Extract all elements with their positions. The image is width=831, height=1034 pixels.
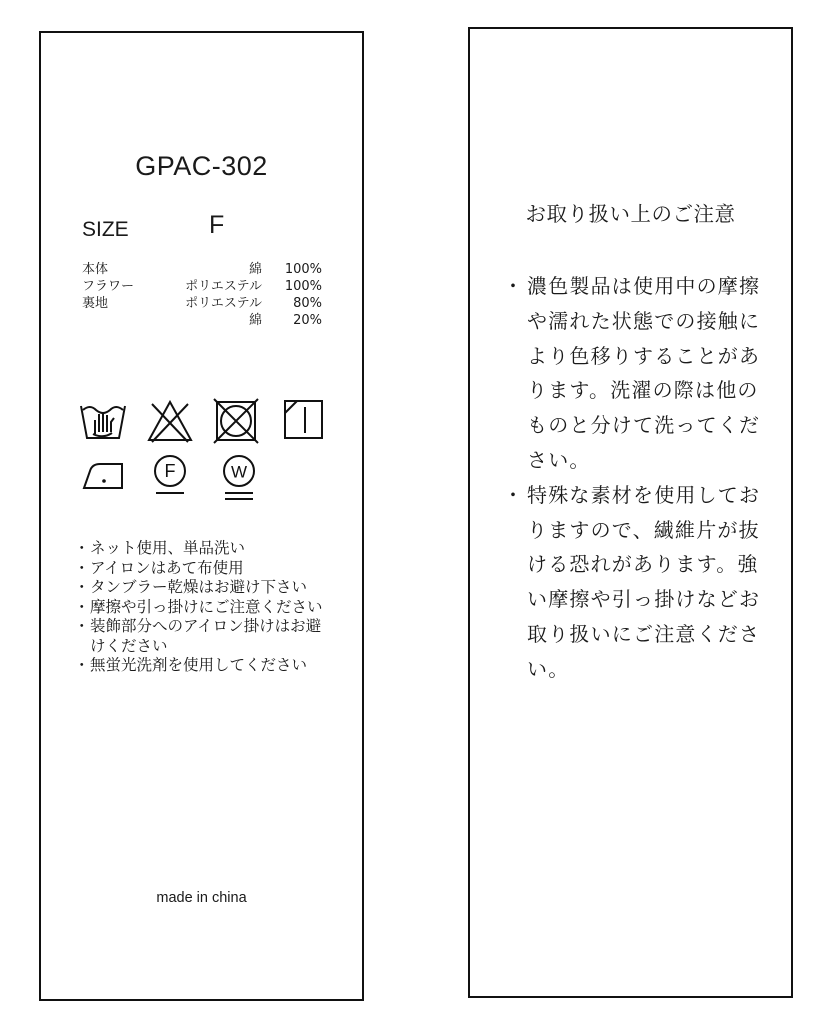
model-number: GPAC-302 (135, 151, 268, 181)
composition-material: ポリエステル (185, 296, 262, 311)
no-bleach-icon (146, 398, 194, 444)
composition-percent: 100% (284, 279, 322, 294)
care-label-right (468, 27, 793, 998)
care-note: ・ アイロンはあて布使用 (78, 559, 328, 579)
composition-row (82, 278, 322, 295)
composition-row (82, 261, 322, 278)
care-note: ・ ネット使用、単品洗い (78, 539, 328, 559)
composition-table (82, 261, 322, 329)
wet-clean-w-icon (220, 454, 258, 504)
composition-row (82, 295, 322, 312)
wet-clean-letter: W (230, 462, 248, 482)
iron-low-icon (82, 458, 126, 492)
composition-percent: 100% (284, 262, 322, 277)
hand-wash-icon (78, 398, 128, 444)
care-note: ・ タンブラー乾燥はお避け下さい (78, 578, 328, 598)
composition-material: 綿 (248, 313, 262, 328)
composition-row (82, 312, 322, 329)
composition-part: フラワー (82, 279, 135, 294)
handling-caution-title: お取り扱い上のご注意 (525, 202, 736, 226)
care-label-left (39, 31, 364, 1001)
dry-clean-f-icon (151, 454, 189, 498)
handling-caution-list (505, 269, 763, 687)
composition-part: 本体 (82, 262, 109, 277)
caution-item: ・ 濃色製品は使用中の摩擦や濡れた状態での接触により色移りすることがあります。洗濯の際は他のものと分けて洗ってください。 (505, 269, 763, 478)
care-note: ・ 無蛍光洗剤を使用してください (78, 656, 328, 676)
dry-clean-letter: F (164, 461, 176, 481)
size-value: F (209, 211, 225, 239)
composition-material: ポリエステル (185, 279, 262, 294)
care-note: ・ 摩擦や引っ掛けにご注意ください (78, 598, 328, 618)
care-notes-list (78, 539, 328, 676)
country-of-origin: made in china (156, 890, 247, 906)
care-symbols (78, 398, 328, 508)
size-label: SIZE (82, 218, 129, 241)
composition-part: 裏地 (82, 296, 109, 311)
composition-material: 綿 (248, 262, 262, 277)
dry-flat-icon (283, 399, 325, 441)
no-tumble-dry-icon (212, 398, 260, 444)
composition-percent: 80% (293, 296, 322, 311)
caution-item: ・ 特殊な素材を使用しておりますので、繊維片が抜ける恐れがあります。強い摩擦や引っ掛けなどお取り扱いにご注意ください。 (505, 478, 763, 687)
composition-percent: 20% (293, 313, 322, 328)
care-note: ・ 装飾部分へのアイロン掛けはお避けください (78, 617, 328, 656)
